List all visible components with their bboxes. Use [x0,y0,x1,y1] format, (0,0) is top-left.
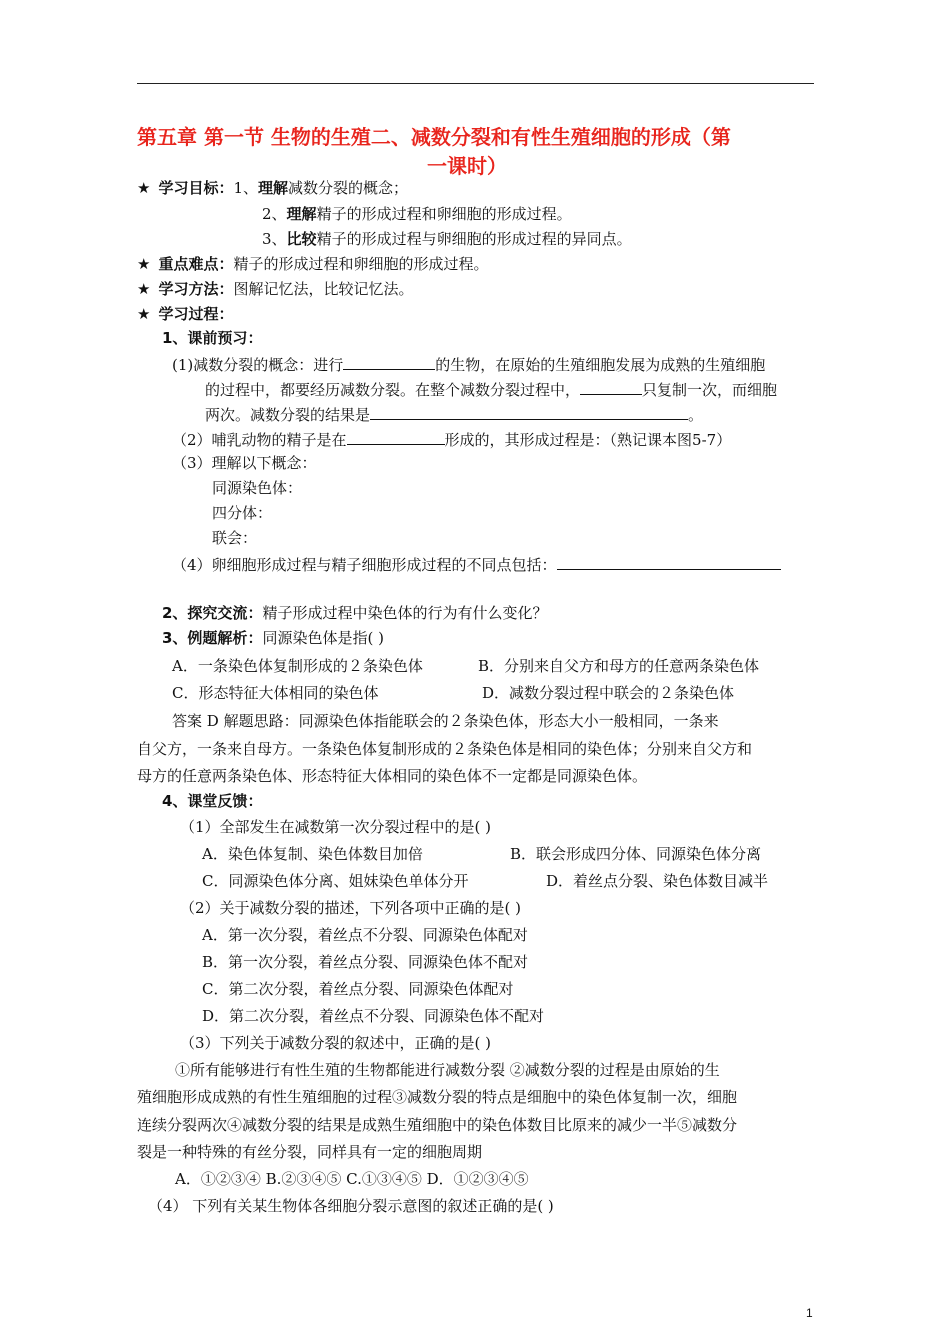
star-icon: ★ [137,280,151,298]
goals-row-1 [137,178,408,198]
s1-q2 [172,428,731,450]
s3-option-a: A．一条染色体复制形成的２条染色体 [172,657,423,675]
concept-tetrad: 四分体： [212,504,273,522]
section-3-row [162,628,384,648]
section-1-heading: 1、课前预习： [162,329,263,347]
goal-2-num: 2、 [262,205,287,223]
s4-q2: （2）关于减数分裂的描述，下列各项中正确的是( ) [180,899,522,917]
fill-blank[interactable] [343,353,435,370]
s4-q3-statement-3: 连续分裂两次④减数分裂的结果是成熟生殖细胞中的染色体数目比原来的减少一半⑤减数分 [137,1116,738,1134]
s4-q3-options: A．①②③④ B.②③④⑤ C.①③④⑤ D．①②③④⑤ [175,1170,529,1188]
s1-q1-line2 [205,378,777,400]
goal-2-text: 精子的形成过程和卵细胞的形成过程。 [316,205,572,223]
fill-blank[interactable] [347,428,445,445]
s3-answer-line2: 自父方，一条来自母方。一条染色体复制形成的２条染色体是相同的染色体；分别来自父方和 [137,740,753,758]
section-3-heading: 3、例题解析： [162,629,263,647]
s4-q3-statement-4: 裂是一种特殊的有丝分裂，同样具有一定的细胞周期 [137,1143,483,1161]
goal-2-key: 理解 [286,205,317,223]
goals-row-3 [262,229,632,249]
s1-q2-text-b: 形成的，其形成过程是：（熟记课本图5-7） [444,431,732,449]
section-4-heading: 4、课堂反馈： [162,792,263,810]
star-icon: ★ [137,255,151,273]
s4-q3-statement-2: 殖细胞形成成熟的有性生殖细胞的过程③减数分裂的特点是细胞中的染色体复制一次，细胞 [137,1088,738,1106]
star-icon: ★ [137,305,151,323]
s1-q4-text: （4）卵细胞形成过程与精子细胞形成过程的不同点包括： [172,556,557,574]
concept-synapsis: 联会： [212,529,258,547]
header-rule [137,83,814,84]
section-2-heading: 2、探究交流： [162,604,263,622]
s1-q1-text-c: 的过程中，都要经历减数分裂。在整个减数分裂过程中， [205,381,581,399]
process-row [137,304,233,324]
title-line-2: 一课时） [427,154,507,178]
s4-q1: （1）全部发生在减数第一次分裂过程中的是( ) [180,818,492,836]
goal-1-num: 1、 [233,179,259,197]
keypoints-label: 重点难点： [158,255,234,273]
s4-q1-option-a: A．染色体复制、染色体数目加倍 [202,845,423,863]
title-line-1: 第五章 第一节 生物的生殖二、减数分裂和有性生殖细胞的形成（第 [137,125,731,149]
fill-blank[interactable] [580,378,642,395]
section-2-row [162,603,547,623]
s4-q1-option-c: C．同源染色体分离、姐妹染色单体分开 [202,872,469,890]
fill-blank[interactable] [370,403,688,420]
s4-q2-option-d: D．第二次分裂，着丝点不分裂、同源染色体不配对 [202,1007,545,1025]
s1-q1-text-d: 只复制一次，而细胞 [642,381,778,399]
s4-q2-option-c: C．第二次分裂，着丝点分裂、同源染色体配对 [202,980,514,998]
s1-q2-text-a: （2）哺乳动物的精子是在 [172,431,347,449]
goal-1-text: 减数分裂的概念； [288,179,409,197]
goal-1-key: 理解 [258,179,289,197]
s4-q1-option-b: B．联会形成四分体、同源染色体分离 [510,845,762,863]
goal-3-text: 精子的形成过程与卵细胞的形成过程的异同点。 [316,230,632,248]
star-icon: ★ [137,179,151,197]
s3-option-d: D．减数分裂过程中联会的２条染色体 [482,684,735,702]
page-number: 1 [806,1306,813,1320]
s1-q1-text-a: (1)减数分裂的概念：进行 [172,356,344,374]
section-3-question: 同源染色体是指( ) [262,629,384,647]
method-row [137,279,413,299]
section-2-text: 精子形成过程中染色体的行为有什么变化？ [262,604,548,622]
concept-homologous: 同源染色体： [212,479,303,497]
s1-q1-text-e: 两次。减数分裂的结果是 [205,406,371,424]
process-label: 学习过程： [158,305,234,323]
s1-q1-text-b: 的生物，在原始的生殖细胞发展为成熟的生殖细胞 [435,356,766,374]
s1-q4 [172,553,781,575]
s1-q3: （3）理解以下概念： [172,454,317,472]
goal-3-num: 3、 [262,230,287,248]
s1-q1-line1 [172,353,765,375]
goals-row-2 [262,204,572,224]
fill-blank[interactable] [557,553,781,570]
s1-q1-line3 [205,403,703,425]
s3-option-b: B．分别来自父方和母方的任意两条染色体 [478,657,760,675]
s3-answer-line3: 母方的任意两条染色体、形态特征大体相同的染色体不一定都是同源染色体。 [137,767,648,785]
method-text: 图解记忆法，比较记忆法。 [233,280,414,298]
page-title [137,123,817,181]
s4-q2-option-b: B．第一次分裂，着丝点分裂、同源染色体不配对 [202,953,529,971]
goals-label: 学习目标： [158,179,234,197]
s4-q1-option-d: D．着丝点分裂、染色体数目减半 [546,872,769,890]
s3-answer-line1: 答案 D 解题思路：同源染色体指能联会的２条染色体，形态大小一般相同，一条来 [172,712,719,730]
s4-q3: （3）下列关于减数分裂的叙述中，正确的是( ) [180,1034,492,1052]
goal-3-key: 比较 [286,230,317,248]
method-label: 学习方法： [158,280,234,298]
s1-q1-text-f: 。 [688,406,704,424]
s4-q2-option-a: A．第一次分裂，着丝点不分裂、同源染色体配对 [202,926,528,944]
s3-option-c: C．形态特征大体相同的染色体 [172,684,379,702]
s4-q4: （4） 下列有关某生物体各细胞分裂示意图的叙述正确的是( ) [148,1197,554,1215]
s4-q3-statement-1: ①所有能够进行有性生殖的生物都能进行减数分裂 ②减数分裂的过程是由原始的生 [175,1061,720,1079]
keypoints-text: 精子的形成过程和卵细胞的形成过程。 [233,255,489,273]
keypoints-row [137,254,488,274]
